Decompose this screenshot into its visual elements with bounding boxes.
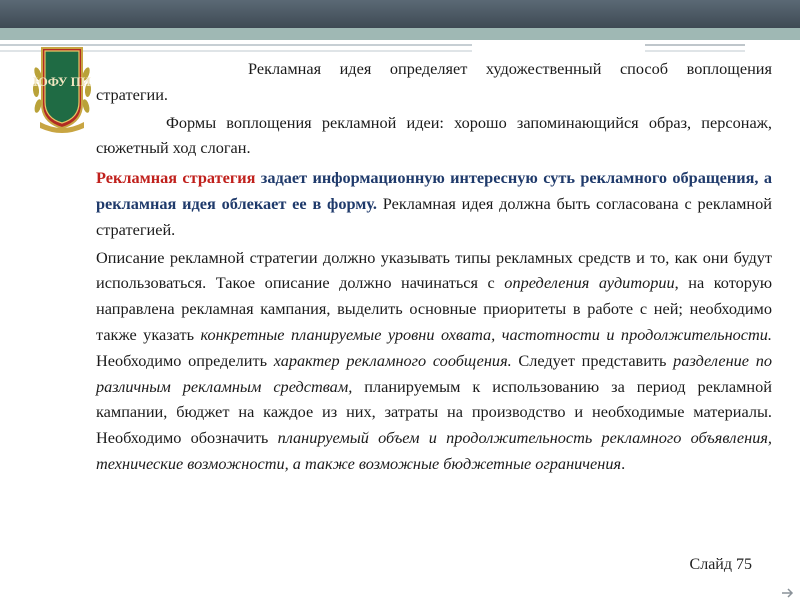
paragraph-strategy xyxy=(96,165,772,242)
text-run: . xyxy=(621,453,626,473)
slide-number: Слайд 75 xyxy=(689,556,752,573)
header-band xyxy=(0,28,800,40)
text-run: Описание рекламной стратегии должно указывать типы рекламных средств и то, как они будут использоваться. Такое описание должно начинаться с xyxy=(96,247,772,293)
strategy-consistency-text: Рекламная идея должна быть согласована с рекламной стратегией. xyxy=(96,193,772,239)
university-emblem-icon xyxy=(30,44,94,136)
paragraph-idea-definition: Рекламная идея определяет художественный способ воплощения стратегии. xyxy=(96,59,772,104)
slide-body xyxy=(96,56,772,477)
italic-run: определения аудитории xyxy=(504,273,675,293)
italic-run: характер рекламного сообщения. xyxy=(273,350,512,370)
italic-run: планируемый объем и продолжительность рекламного объявления, технические возможности, а также возможные бюджетные ограничения xyxy=(96,428,772,473)
paragraph-idea-forms: Формы воплощения рекламной идеи: хорошо запоминающийся образ, персонаж, сюжетный ход слоган. xyxy=(96,112,772,158)
next-slide-arrow-icon[interactable] xyxy=(780,586,796,598)
italic-run: конкретные планируемые уровни охвата, частотности и продолжительности. xyxy=(200,324,772,344)
strategy-definition: задает информационную интересную суть рекламного обращения, а рекламная идея облекает ее в форму. xyxy=(96,168,773,213)
divider-line xyxy=(645,44,745,46)
text-run: Следует представить xyxy=(511,350,674,370)
header-bar xyxy=(0,0,800,28)
italic-run: разделение по различным рекламным средствам, xyxy=(96,350,772,396)
divider-line xyxy=(645,50,745,52)
text-run: , на которую направлена рекламная кампания, выделить основные приоритеты в работе с ней; необходимо также указать xyxy=(96,273,773,344)
paragraph-strategy-description xyxy=(96,245,772,477)
emblem-text: ЮФУ ПИ xyxy=(33,74,91,89)
text-run: Необходимо определить xyxy=(96,350,274,370)
text-run: планируемым к использованию за период рекламной кампании, бюджет на каждое из них, затраты на производство и необходимые материалы. Необходимо обозначить xyxy=(96,376,772,448)
strategy-term: Рекламная стратегия xyxy=(96,168,256,188)
